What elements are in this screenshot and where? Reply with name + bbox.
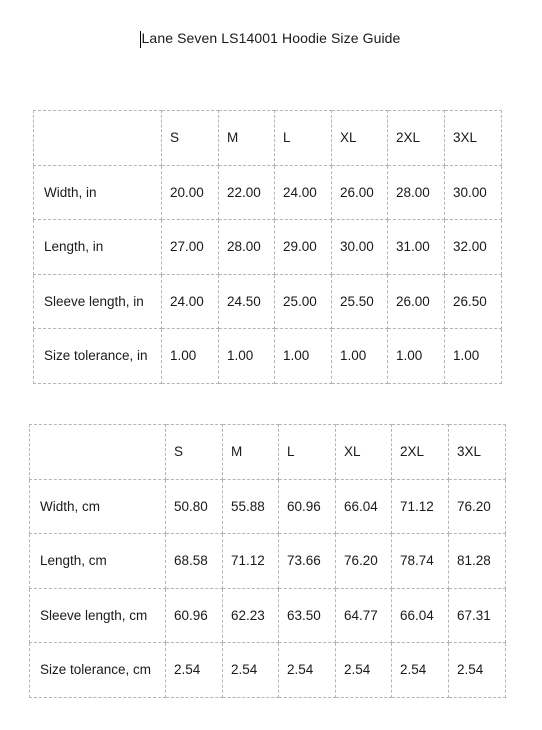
table-cell[interactable]: 60.96 [279, 479, 336, 534]
table-row [30, 643, 506, 698]
table-header-row [34, 111, 502, 166]
table-row [34, 165, 502, 220]
table-cell[interactable]: 64.77 [336, 588, 392, 643]
header-cell[interactable]: 2XL [392, 425, 449, 480]
table-row [30, 479, 506, 534]
row-label-cell[interactable]: Width, cm [30, 479, 166, 534]
row-label-cell[interactable]: Sleeve length, in [34, 274, 162, 329]
table-cell[interactable]: 29.00 [275, 220, 332, 275]
table-cell[interactable]: 71.12 [392, 479, 449, 534]
row-label-cell[interactable]: Size tolerance, in [34, 329, 162, 384]
table-cell[interactable]: 62.23 [223, 588, 279, 643]
table-cell[interactable]: 27.00 [162, 220, 219, 275]
table-cell[interactable]: 50.80 [166, 479, 223, 534]
row-label-cell[interactable]: Length, cm [30, 534, 166, 589]
header-cell[interactable]: S [166, 425, 223, 480]
table-row [34, 274, 502, 329]
table-cell[interactable]: 24.00 [162, 274, 219, 329]
header-cell[interactable]: 3XL [445, 111, 502, 166]
table-cell[interactable]: 60.96 [166, 588, 223, 643]
table-cell[interactable]: 2.54 [336, 643, 392, 698]
row-label-cell[interactable]: Size tolerance, cm [30, 643, 166, 698]
table-cell[interactable]: 66.04 [336, 479, 392, 534]
table-cell[interactable]: 1.00 [162, 329, 219, 384]
table-cell[interactable]: 28.00 [388, 165, 445, 220]
table-row [30, 534, 506, 589]
table-cell[interactable]: 2.54 [449, 643, 506, 698]
table-cell[interactable]: 63.50 [279, 588, 336, 643]
table-cell[interactable]: 22.00 [219, 165, 275, 220]
table-cell[interactable]: 30.00 [445, 165, 502, 220]
document-title: Lane Seven LS14001 Hoodie Size Guide [141, 30, 401, 46]
table-cell[interactable]: 73.66 [279, 534, 336, 589]
table-cell[interactable]: 20.00 [162, 165, 219, 220]
table-cell[interactable]: 55.88 [223, 479, 279, 534]
table-cell[interactable]: 76.20 [449, 479, 506, 534]
header-cell[interactable]: L [279, 425, 336, 480]
row-label-cell[interactable]: Width, in [34, 165, 162, 220]
header-cell[interactable] [34, 111, 162, 166]
row-label-cell[interactable]: Sleeve length, cm [30, 588, 166, 643]
table-cell[interactable]: 78.74 [392, 534, 449, 589]
header-cell[interactable]: S [162, 111, 219, 166]
table-cell[interactable]: 1.00 [219, 329, 275, 384]
table-cell[interactable]: 68.58 [166, 534, 223, 589]
table-header-row [30, 425, 506, 480]
header-cell[interactable]: XL [332, 111, 388, 166]
table-cell[interactable]: 2.54 [166, 643, 223, 698]
header-cell[interactable]: M [219, 111, 275, 166]
table-cell[interactable]: 28.00 [219, 220, 275, 275]
table-cell[interactable]: 1.00 [445, 329, 502, 384]
table-cell[interactable]: 71.12 [223, 534, 279, 589]
table-row [30, 588, 506, 643]
table-cell[interactable]: 1.00 [332, 329, 388, 384]
table-cell[interactable]: 1.00 [275, 329, 332, 384]
table-row [34, 220, 502, 275]
table-cell[interactable]: 2.54 [392, 643, 449, 698]
header-cell[interactable]: 2XL [388, 111, 445, 166]
table-cell[interactable]: 1.00 [388, 329, 445, 384]
table-cell[interactable]: 30.00 [332, 220, 388, 275]
size-table-centimeters [29, 424, 506, 698]
row-label-cell[interactable]: Length, in [34, 220, 162, 275]
header-cell[interactable]: L [275, 111, 332, 166]
table-row [34, 329, 502, 384]
table-cell[interactable]: 26.00 [332, 165, 388, 220]
table-cell[interactable]: 26.50 [445, 274, 502, 329]
header-cell[interactable]: XL [336, 425, 392, 480]
size-table-inches [33, 110, 502, 384]
table-cell[interactable]: 32.00 [445, 220, 502, 275]
header-cell[interactable]: 3XL [449, 425, 506, 480]
table-cell[interactable]: 31.00 [388, 220, 445, 275]
table-cell[interactable]: 2.54 [279, 643, 336, 698]
table-cell[interactable]: 26.00 [388, 274, 445, 329]
table-cell[interactable]: 24.50 [219, 274, 275, 329]
table-cell[interactable]: 66.04 [392, 588, 449, 643]
header-cell[interactable] [30, 425, 166, 480]
table-cell[interactable]: 81.28 [449, 534, 506, 589]
table-cell[interactable]: 76.20 [336, 534, 392, 589]
header-cell[interactable]: M [223, 425, 279, 480]
table-cell[interactable]: 67.31 [449, 588, 506, 643]
table-cell[interactable]: 24.00 [275, 165, 332, 220]
table-cell[interactable]: 25.00 [275, 274, 332, 329]
table-cell[interactable]: 25.50 [332, 274, 388, 329]
table-cell[interactable]: 2.54 [223, 643, 279, 698]
